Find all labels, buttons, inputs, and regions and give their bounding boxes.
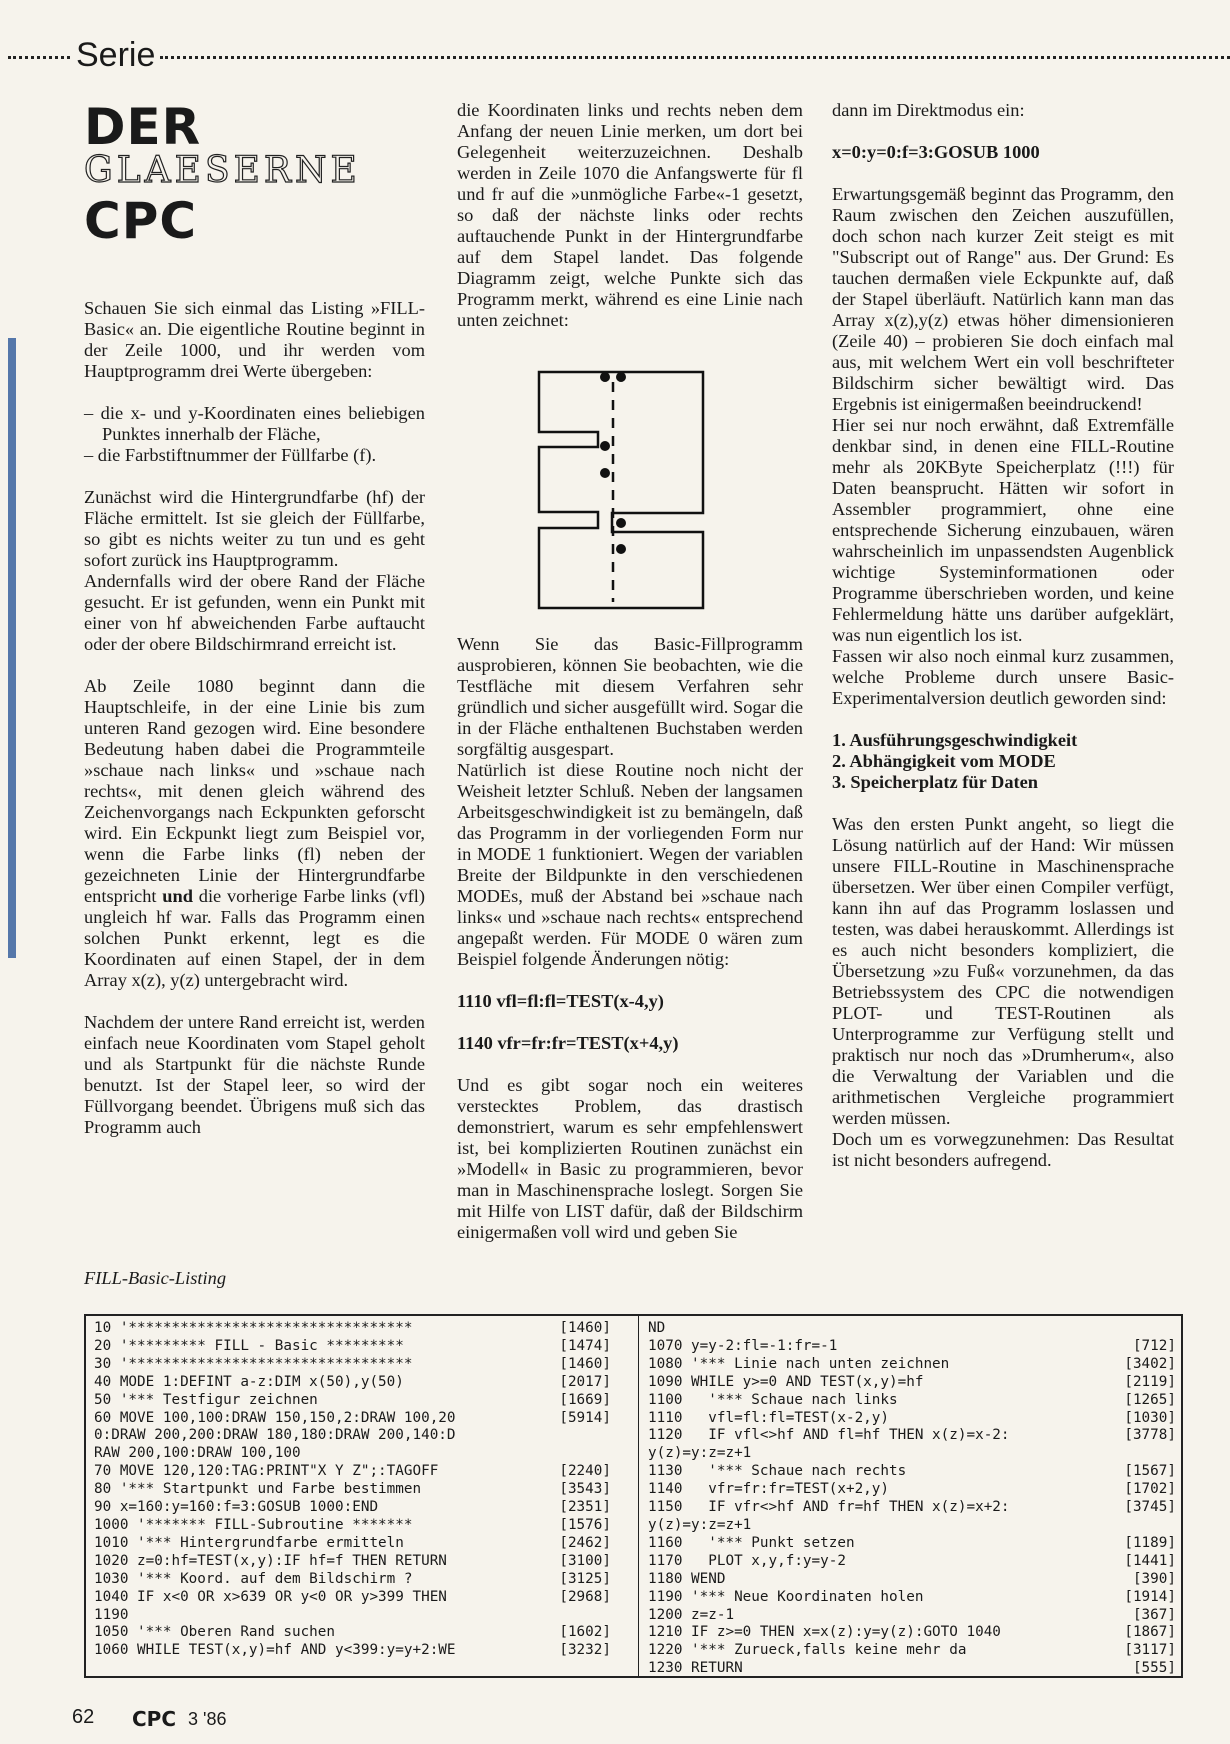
listing-caption: FILL-Basic-Listing xyxy=(84,1268,227,1288)
listing-checksum: [3543] xyxy=(559,1481,611,1498)
listing-code: 40 MODE 1:DEFINT a-z:DIM x(50),y(50) xyxy=(94,1373,404,1390)
col3-list-item-3: 3. Speicherplatz für Daten xyxy=(832,772,1039,792)
listing-line xyxy=(94,1571,611,1589)
listing-code: 1210 IF z>=0 THEN x=x(z):y=y(z):GOTO 1040 xyxy=(648,1624,1001,1641)
col2-code-1: 1110 vfl=fl:fl=TEST(x-4,y) xyxy=(457,991,664,1011)
col1-bullet-1: – die x- und y-Koordinaten eines beliebigen Punktes innerhalb der Fläche, xyxy=(84,403,425,444)
col3-list-item-1: 1. Ausführungsgeschwindigkeit xyxy=(832,730,1078,750)
listing-checksum: [1914] xyxy=(1124,1588,1176,1605)
column-2 xyxy=(457,100,803,352)
issue-number: 3 '86 xyxy=(188,1709,227,1729)
listing-code: 1040 IF x<0 OR x>639 OR y<0 OR y>399 THEN xyxy=(94,1588,447,1605)
title-line1: DER xyxy=(84,98,202,156)
listing-code: 1070 y=y-2:fl=-1:fr=-1 xyxy=(648,1337,838,1354)
listing-code: 20 '********* FILL - Basic ********* xyxy=(94,1337,404,1354)
listing-line xyxy=(94,1356,611,1374)
listing-checksum: [1867] xyxy=(1124,1624,1176,1641)
listing-line xyxy=(94,1392,611,1410)
listing-line xyxy=(648,1374,1176,1392)
listing-line xyxy=(94,1481,611,1499)
listing-line xyxy=(648,1571,1176,1589)
magazine-name: CPC xyxy=(132,1707,177,1731)
column-1 xyxy=(84,298,425,1159)
listing-code: 50 '*** Testfigur zeichnen xyxy=(94,1391,318,1408)
listing-line xyxy=(648,1642,1176,1660)
listing-code: 1200 z=z-1 xyxy=(648,1606,735,1623)
listing-right-column xyxy=(648,1320,1176,1678)
col2-paragraph-3: Natürlich ist diese Routine noch nicht der Weisheit letzter Schluß. Neben der langsamen Arbeitsgeschwindigkeit ist zu bemängeln, daß das Programm in der vorliegenden Form nur in MODE 1 funktioniert. Wegen der variablen Breite der Bildpunkte in den verschiedenen MODEs, muß der Abstand bei »schaue nach links« und »schaue nach rechts« entsprechend angepaßt werden. Für MODE 0 wären zum Beispiel folgende Änderungen nötig: xyxy=(457,760,803,969)
listing-line xyxy=(648,1535,1176,1553)
listing-checksum: [1567] xyxy=(1124,1463,1176,1480)
listing-code: 1020 z=0:hf=TEST(x,y):IF hf=f THEN RETURN xyxy=(94,1552,447,1569)
listing-code: 1110 vfl=fl:fl=TEST(x-2,y) xyxy=(648,1409,890,1426)
listing-checksum: [3778] xyxy=(1124,1427,1176,1444)
listing-code: 1160 '*** Punkt setzen xyxy=(648,1534,855,1551)
col1-bullets xyxy=(84,403,425,466)
listing-code: 1190 '*** Neue Koordinaten holen xyxy=(648,1588,924,1605)
listing-checksum: [2240] xyxy=(559,1463,611,1480)
listing-line xyxy=(648,1463,1176,1481)
listing-line xyxy=(648,1517,1176,1535)
listing-code: 1150 IF vfr<>hf AND fr=hf THEN x(z)=x+2: xyxy=(648,1499,1010,1516)
listing-line xyxy=(94,1320,611,1338)
listing-checksum: [1460] xyxy=(559,1355,611,1372)
listing-line xyxy=(94,1499,611,1517)
diagram-point xyxy=(616,372,626,382)
listing-checksum: [1602] xyxy=(559,1624,611,1641)
listing-line xyxy=(648,1445,1176,1463)
diagram-point xyxy=(600,372,610,382)
diagram-outline xyxy=(539,372,703,608)
diagram-point xyxy=(600,441,610,451)
listing-line xyxy=(648,1481,1176,1499)
listing-checksum: [1669] xyxy=(559,1391,611,1408)
listing-line xyxy=(648,1356,1176,1374)
listing-code: 1060 WHILE TEST(x,y)=hf AND y<399:y=y+2:WE xyxy=(94,1642,456,1659)
listing-code: RAW 200,100:DRAW 100,100 xyxy=(94,1445,301,1462)
listing-code: 60 MOVE 100,100:DRAW 150,150,2:DRAW 100,20 xyxy=(94,1409,456,1426)
listing-code: 90 x=160:y=160:f=3:GOSUB 1000:END xyxy=(94,1499,379,1516)
listing-line xyxy=(94,1517,611,1535)
listing-code: ND xyxy=(648,1320,666,1336)
listing-checksum: [1702] xyxy=(1124,1481,1176,1498)
listing-code: 1080 '*** Linie nach unten zeichnen xyxy=(648,1355,950,1372)
listing-line xyxy=(648,1320,1176,1338)
col1-paragraph-4 xyxy=(84,676,425,991)
col3-list xyxy=(832,730,1174,793)
listing-code: 1000 '******* FILL-Subroutine ******* xyxy=(94,1516,413,1533)
col3-list-item-2: 2. Abhängigkeit vom MODE xyxy=(832,751,1056,771)
col3-paragraph-5: Was den ersten Punkt angeht, so liegt die Lösung natürlich auf der Hand: Wir müssen unsere FILL-Routine in Maschinensprache übersetzen. Wer über einen Compiler verfügt, kann ihn auf das Programm loslassen und testen, was dabei herauskommt. Allerdings ist es auch nicht besonders kompliziert, die Übersetzung »zu Fuß« vorzunehmen, da das Betriebssystem des CPC die notwendigen PLOT- und TEST-Routinen als Unterprogramme zur Verfügung stellt und praktisch nur noch das »Drumherum«, also die Verwaltung der Variablen und die arithmetischen Vergleiche programmiert werden müssen. xyxy=(832,814,1174,1128)
listing-code: 0:DRAW 200,200:DRAW 180,180:DRAW 200,140:D xyxy=(94,1427,456,1444)
listing-line xyxy=(648,1338,1176,1356)
listing-line xyxy=(94,1642,611,1660)
listing-code: 1220 '*** Zurueck,falls keine mehr da xyxy=(648,1642,967,1659)
title-line2: GLAESERNE xyxy=(84,150,361,191)
page-number: 62 xyxy=(72,1706,95,1728)
listing-code: 1120 IF vfl<>hf AND fl=hf THEN x(z)=x-2: xyxy=(648,1427,1010,1444)
listing-line xyxy=(94,1607,611,1625)
listing-line xyxy=(94,1535,611,1553)
listing-left-column xyxy=(94,1320,611,1660)
listing-checksum: [2119] xyxy=(1124,1373,1176,1390)
listing-code: 1030 '*** Koord. auf dem Bildschirm ? xyxy=(94,1570,413,1587)
listing-checksum: [2017] xyxy=(559,1373,611,1390)
header-rule-left xyxy=(8,56,70,59)
listing-code: 1170 PLOT x,y,f:y=y-2 xyxy=(648,1552,846,1569)
section-label: Serie xyxy=(76,36,156,74)
listing-line xyxy=(94,1463,611,1481)
column-3 xyxy=(832,100,1174,1171)
listing-checksum: [2968] xyxy=(559,1588,611,1605)
col3-paragraph-2: Erwartungsgemäß beginnt das Programm, den Raum zwischen den Zeichen auszufüllen, doch schon nach kurzer Zeit steigt es mit "Subscript out of Range" aus. Der Grund: Es tauchen dermaßen viele Eckpunkte auf, daß der Stapel überläuft. Natürlich kann man das Array x(z),y(z) etwas höher dimensionieren (Zeile 40) – probieren Sie doch einfach mal aus, mit welchem Wert ein voll beschrifteter Bildschirm sicher bewältigt wird. Das Ergebnis ist einigermaßen beeindruckend! xyxy=(832,184,1174,414)
header-rule-right xyxy=(160,56,1230,59)
listing-code: 1230 RETURN xyxy=(648,1660,743,1677)
listing-code: y(z)=y:z=z+1 xyxy=(648,1445,752,1462)
listing-line xyxy=(94,1624,611,1642)
listing-checksum: [1441] xyxy=(1124,1552,1176,1569)
listing-line xyxy=(94,1427,611,1445)
listing-code: 1180 WEND xyxy=(648,1570,726,1587)
listing-line xyxy=(648,1410,1176,1428)
listing-checksum: [1474] xyxy=(559,1337,611,1354)
listing-checksum: [1460] xyxy=(559,1320,611,1336)
listing-checksum: [3125] xyxy=(559,1570,611,1587)
listing-checksum: [1030] xyxy=(1124,1409,1176,1426)
listing-code: 1050 '*** Oberen Rand suchen xyxy=(94,1624,336,1641)
listing-checksum: [2351] xyxy=(559,1499,611,1516)
listing-line xyxy=(648,1499,1176,1517)
col3-paragraph-3: Hier sei nur noch erwähnt, daß Extremfälle denkbar sind, in denen eine FILL-Routine mehr als 20KByte Speicherplatz (!!!) für Daten beansprucht. Hätten wir sofort in Assembler programmiert, ohne eine entsprechende Sicherung einzubauen, wären wahrscheinlich im unpassendsten Augenblick wichtige Systeminformationen oder Programme überschrieben worden, und keine Fehlermeldung hätte uns darüber aufgeklärt, was nun eigentlich los ist. xyxy=(832,415,1174,645)
listing-code: 80 '*** Startpunkt und Farbe bestimmen xyxy=(94,1481,422,1498)
listing-checksum: [3745] xyxy=(1124,1499,1176,1516)
col2-code-2: 1140 vfr=fr:fr=TEST(x+4,y) xyxy=(457,1033,679,1053)
listing-code: 1130 '*** Schaue nach rechts xyxy=(648,1463,907,1480)
listing-line xyxy=(94,1445,611,1463)
listing-divider xyxy=(638,1316,639,1676)
listing-checksum: [3117] xyxy=(1124,1642,1176,1659)
listing-checksum: [5914] xyxy=(559,1409,611,1426)
column-2-lower xyxy=(457,634,803,1264)
listing-code: 30 '********************************* xyxy=(94,1355,413,1372)
listing-line xyxy=(648,1624,1176,1642)
listing-code: y(z)=y:z=z+1 xyxy=(648,1516,752,1533)
col1-paragraph-3: Andernfalls wird der obere Rand der Fläche gesucht. Er ist gefunden, wenn ein Punkt mit einer von hf abweichenden Farbe auftaucht oder der obere Bildschirmrand erreicht ist. xyxy=(84,571,425,654)
listing-checksum: [390] xyxy=(1132,1570,1176,1587)
listing-line xyxy=(648,1589,1176,1607)
col1-paragraph-2: Zunächst wird die Hintergrundfarbe (hf) der Fläche ermittelt. Ist sie gleich der Füllfarbe, so gibt es nichts weiter zu tun und es geht sofort zurück ins Hauptprogramm. xyxy=(84,487,425,570)
listing-checksum: [1576] xyxy=(559,1516,611,1533)
listing-checksum: [367] xyxy=(1132,1606,1176,1623)
title-line3: CPC xyxy=(84,192,198,250)
listing-line xyxy=(648,1607,1176,1625)
listing-code: 1190 xyxy=(94,1606,129,1623)
listing-code: 70 MOVE 120,120:TAG:PRINT"X Y Z";:TAGOFF xyxy=(94,1463,439,1480)
listing-line xyxy=(94,1553,611,1571)
diagram-point xyxy=(600,468,610,478)
col3-paragraph-6: Doch um es vorwegzunehmen: Das Resultat ist nicht besonders aufregend. xyxy=(832,1129,1174,1170)
listing-line xyxy=(94,1589,611,1607)
listing-line xyxy=(94,1410,611,1428)
stack-diagram xyxy=(505,362,765,620)
listing-line xyxy=(648,1392,1176,1410)
listing-checksum: [1265] xyxy=(1124,1391,1176,1408)
listing-checksum: [3402] xyxy=(1124,1355,1176,1372)
col2-paragraph-4: Und es gibt sogar noch ein weiteres verstecktes Problem, das drastisch demonstriert, warum es sehr empfehlenswert ist, bei komplizierten Routinen zunächst ein »Modell« in Basic zu programmieren, bevor man in Maschinensprache loslegt. Sorgen Sie mit Hilfe von LIST dafür, daß der Bildschirm einigermaßen voll wird und geben Sie xyxy=(457,1075,803,1242)
col1-paragraph-1: Schauen Sie sich einmal das Listing »FILL-Basic« an. Die eigentliche Routine beginnt in der Zeile 1000, und ihr werden vom Hauptprogramm drei Werte übergeben: xyxy=(84,298,425,381)
listing-code: 1090 WHILE y>=0 AND TEST(x,y)=hf xyxy=(648,1373,924,1390)
col1-p4-text-a: Ab Zeile 1080 beginnt dann die Hauptschleife, in der eine Linie bis zum unteren Rand gezogen wird. Eine besondere Bedeutung haben dabei die Programmteile »schaue nach links« und »schaue nach rechts«, mit denen gleich während des Zeichenvorgangs nach Eckpunkten geforscht wird. Ein Eckpunkt liegt zum Beispiel vor, wenn die Farbe links (fl) neben der gezeichneten Linie der Hintergrundfarbe entspricht xyxy=(84,676,425,906)
col2-paragraph-2: Wenn Sie das Basic-Fillprogramm ausprobieren, können Sie beobachten, wie die Testfläche mit diesem Verfahren sehr gründlich und sicher ausgefüllt wird. Sogar die in der Fläche enthaltenen Buchstaben werden sorgfältig ausgespart. xyxy=(457,634,803,759)
diagram-point xyxy=(616,518,626,528)
listing-line xyxy=(94,1338,611,1356)
col1-paragraph-5: Nachdem der untere Rand erreicht ist, werden einfach neue Koordinaten vom Stapel geholt und als Startpunkt für die nächste Runde benutzt. Ist der Stapel leer, so wird der Füllvorgang beendet. Übrigens muß sich das Programm auch xyxy=(84,1012,425,1137)
col3-code: x=0:y=0:f=3:GOSUB 1000 xyxy=(832,142,1040,162)
col3-paragraph-1: dann im Direktmodus ein: xyxy=(832,100,1025,120)
listing-checksum: [3100] xyxy=(559,1552,611,1569)
listing-code: 1140 vfr=fr:fr=TEST(x+2,y) xyxy=(648,1481,890,1498)
listing-line xyxy=(94,1374,611,1392)
listing-line xyxy=(648,1427,1176,1445)
col1-p4-bold: und xyxy=(162,886,193,906)
listing-checksum: [712] xyxy=(1132,1337,1176,1354)
listing-code: 1100 '*** Schaue nach links xyxy=(648,1391,898,1408)
listing-line xyxy=(648,1553,1176,1571)
listing-checksum: [3232] xyxy=(559,1642,611,1659)
code-listing xyxy=(84,1314,1183,1678)
accent-bar xyxy=(8,338,16,958)
diagram-point xyxy=(616,544,626,554)
listing-code: 1010 '*** Hintergrundfarbe ermitteln xyxy=(94,1534,404,1551)
listing-checksum: [2462] xyxy=(559,1534,611,1551)
col2-paragraph-1: die Koordinaten links und rechts neben dem Anfang der neuen Linie merken, um dort bei Gelegenheit weiterzuzeichnen. Deshalb werden in Zeile 1070 die Anfangswerte für fl und fr auf die »unmögliche Farbe«-1 gesetzt, so daß der nächste links oder rechts auftauchende Punkt in der Hintergrundfarbe auf dem Stapel landet. Das folgende Diagramm zeigt, welche Punkte sich das Programm merkt, während es eine Linie nach unten zeichnet: xyxy=(457,100,803,330)
col3-paragraph-4: Fassen wir also noch einmal kurz zusammen, welche Probleme durch unsere Basic-Experimentalversion deutlich geworden sind: xyxy=(832,646,1174,708)
listing-checksum: [555] xyxy=(1132,1660,1176,1677)
listing-checksum: [1189] xyxy=(1124,1534,1176,1551)
col1-p4-text-c: die vorherige Farbe links (vfl) ungleich hf war. Falls das Programm einen solchen Punkt erkennt, legt es die Koordinaten auf einen Stapel, der in dem Array x(z), y(z) untergebracht wird. xyxy=(84,886,426,990)
listing-line xyxy=(648,1660,1176,1678)
listing-code: 10 '********************************* xyxy=(94,1320,413,1336)
col1-bullet-2: – die Farbstiftnummer der Füllfarbe (f). xyxy=(84,445,377,465)
